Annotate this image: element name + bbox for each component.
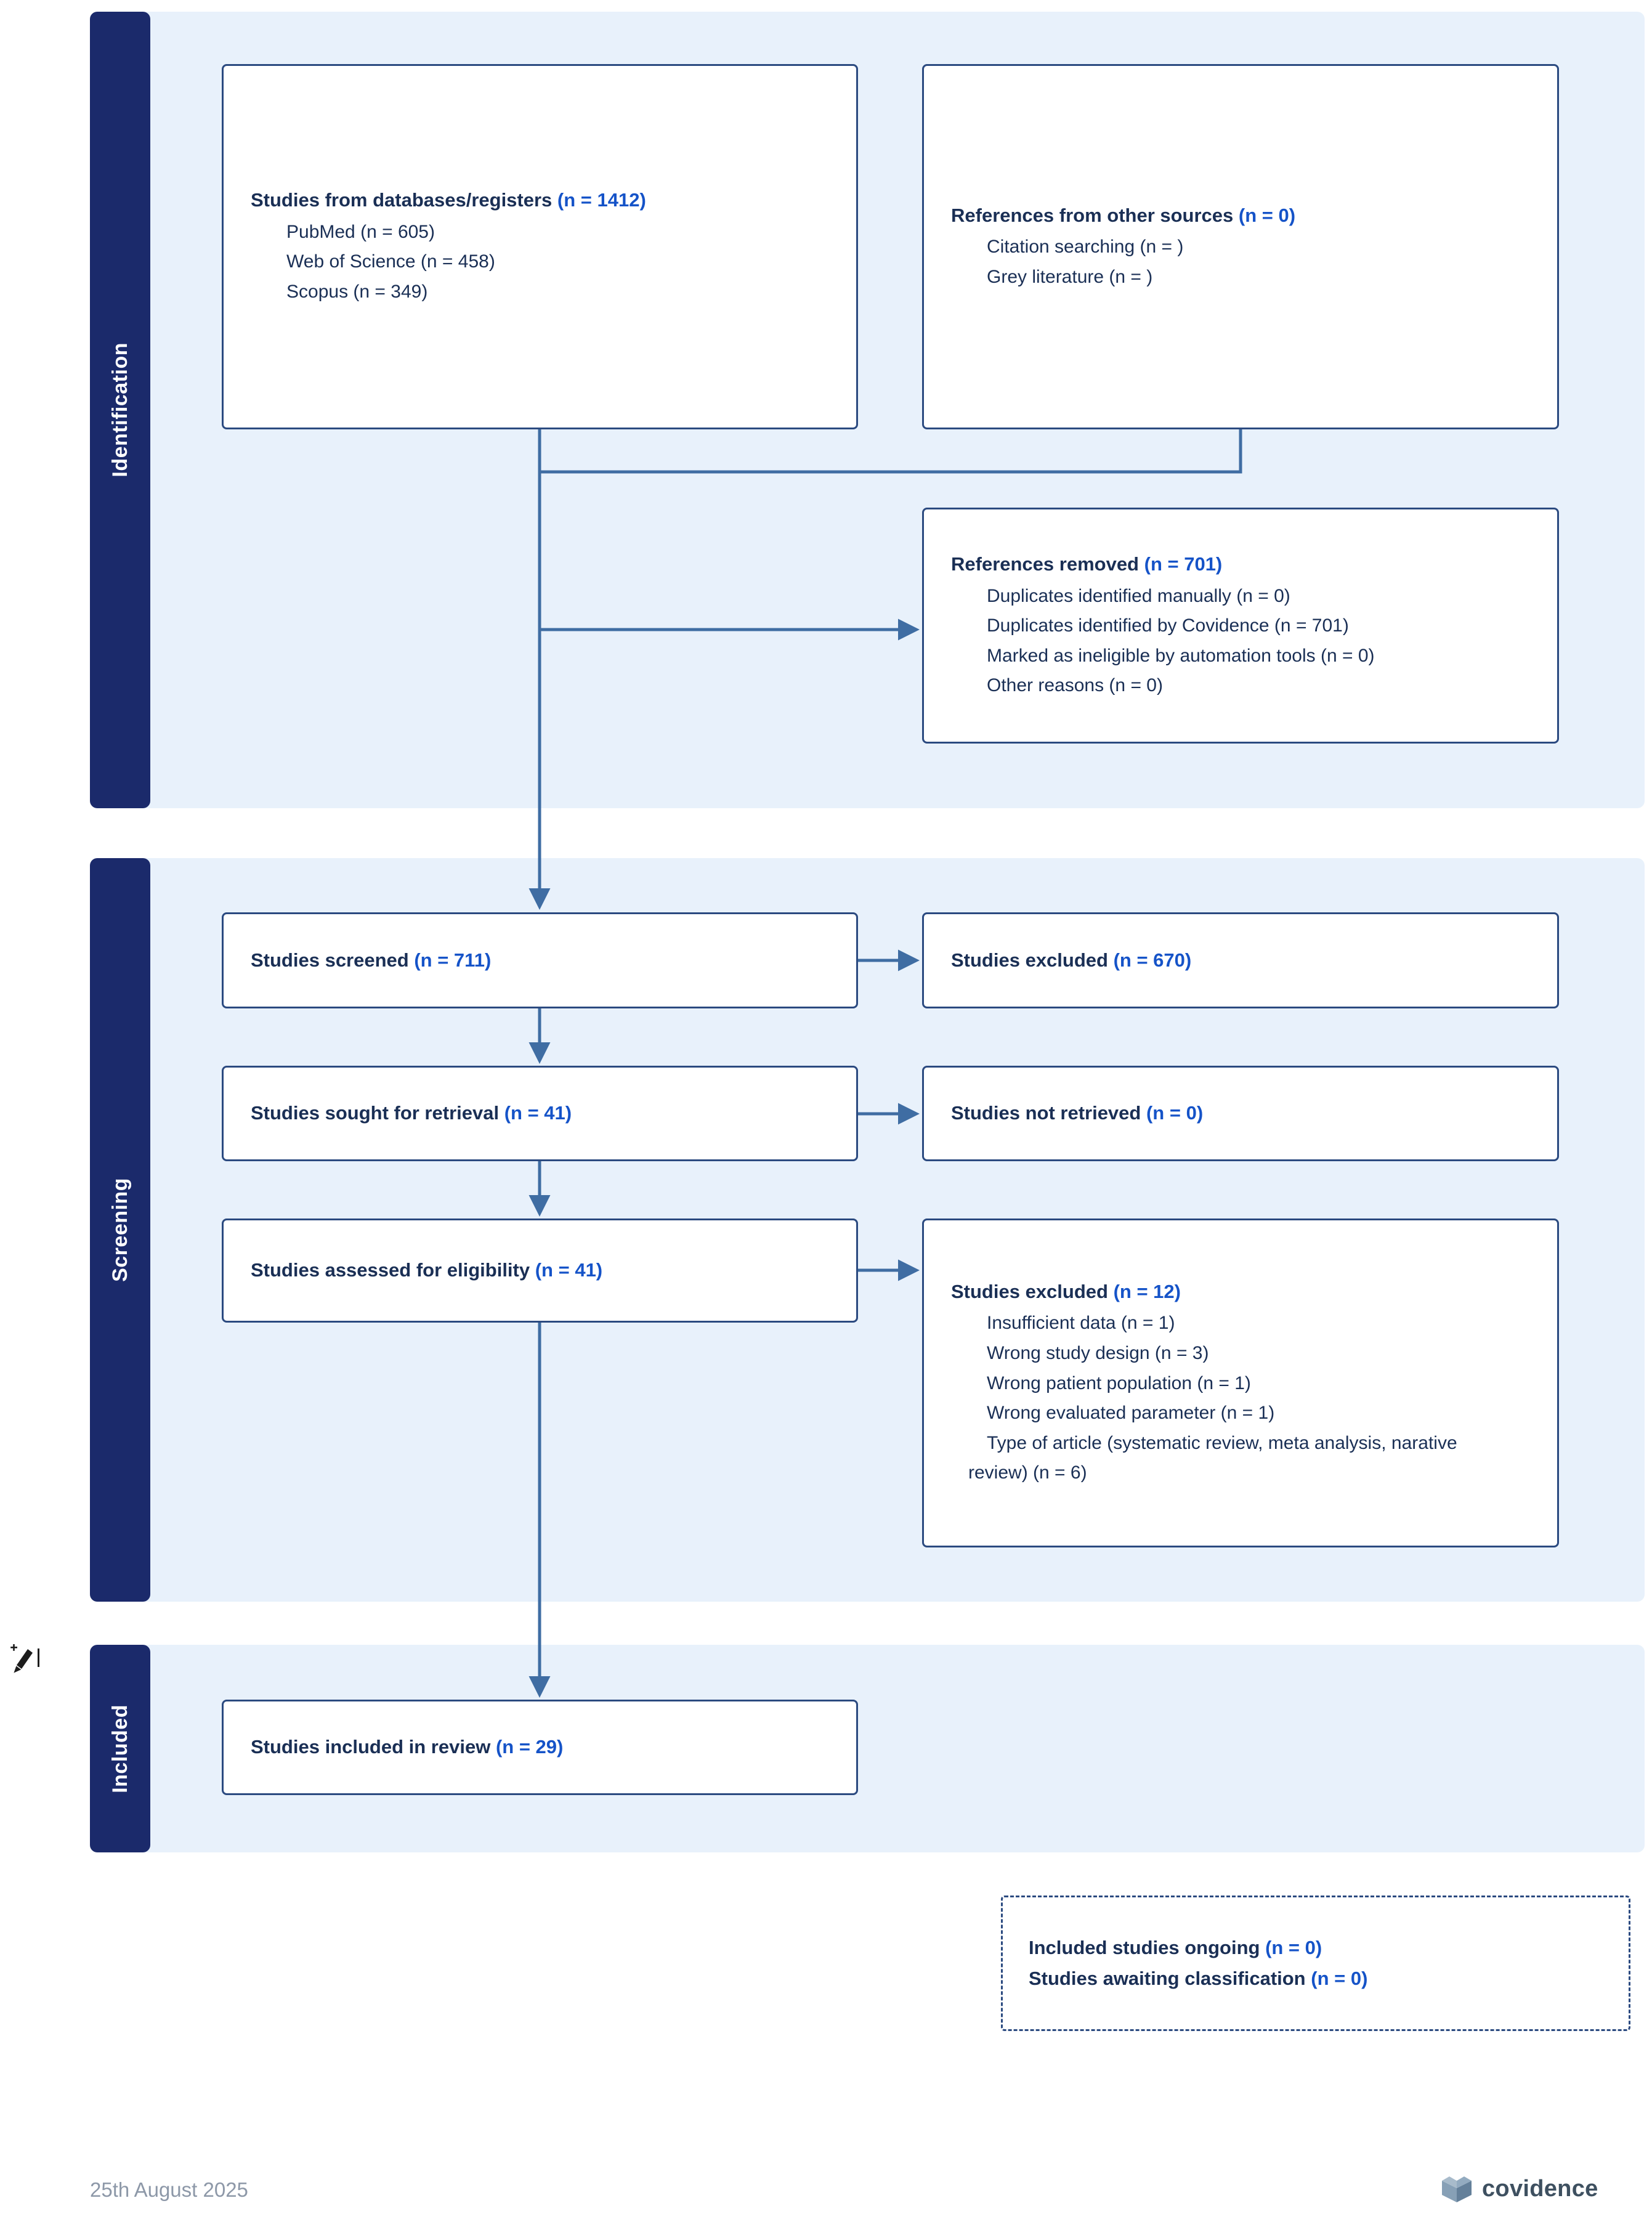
box-title [251, 186, 838, 215]
box-items [951, 1308, 1514, 1488]
covidence-logo [1440, 2173, 1598, 2204]
box-item: Type of article (systematic review, meta analysis, narative review) (n = 6) [968, 1432, 1457, 1483]
box-items [251, 217, 838, 307]
box-item: Marked as ineligible by automation tools (n = 0) [987, 645, 1375, 666]
box-title-text: Studies awaiting classification [1029, 1968, 1306, 1989]
box-count: (n = 670) [1113, 949, 1192, 971]
box-title-text: References removed [951, 553, 1139, 575]
box-title [951, 1099, 1539, 1128]
box-excluded-screening [922, 912, 1559, 1008]
box-title [951, 946, 1539, 975]
box-count: (n = 41) [535, 1259, 603, 1281]
box-count: (n = 41) [504, 1102, 572, 1124]
box-databases [222, 64, 858, 429]
edit-pencil-icon[interactable] [10, 1644, 42, 1685]
report-date: 25th August 2025 [90, 2178, 248, 2201]
box-item: Wrong evaluated parameter (n = 1) [987, 1403, 1275, 1424]
box-title-text: Studies included in review [251, 1736, 491, 1758]
box-title-text: Studies excluded [951, 949, 1108, 971]
box-item: Grey literature (n = ) [987, 266, 1153, 287]
box-screened [222, 912, 858, 1008]
box-item: Web of Science (n = 458) [286, 251, 495, 272]
box-title-text: Studies not retrieved [951, 1102, 1141, 1124]
box-count: (n = 12) [1113, 1280, 1181, 1302]
box-title [251, 1099, 838, 1128]
box-title-text: References from other sources [951, 204, 1234, 226]
connector-other-sources [540, 429, 1241, 472]
box-item: Citation searching (n = ) [987, 237, 1184, 257]
phase-label-included: Included [108, 1704, 132, 1793]
box-item: Duplicates identified by Covidence (n = 701) [987, 615, 1349, 636]
phase-label-identification: Identification [108, 343, 132, 477]
covidence-logo-icon [1440, 2173, 1473, 2204]
box-title [951, 550, 1539, 579]
phase-label-screening: Screening [108, 1178, 132, 1282]
box-title-text: Studies assessed for eligibility [251, 1259, 530, 1281]
box-title-text: Studies from databases/registers [251, 189, 553, 211]
box-count: (n = 701) [1144, 553, 1223, 575]
box-ongoing-classification [1001, 1896, 1630, 2031]
ongoing-line [1029, 1932, 1610, 1963]
box-not-retrieved [922, 1066, 1559, 1161]
box-assessed [222, 1219, 858, 1323]
box-sought-retrieval [222, 1066, 858, 1161]
covidence-wordmark: covidence [1482, 2175, 1598, 2202]
box-item: Duplicates identified manually (n = 0) [987, 585, 1290, 606]
box-item: Wrong study design (n = 3) [987, 1343, 1209, 1364]
box-title [251, 1733, 838, 1762]
box-count: (n = 0) [1146, 1102, 1204, 1124]
box-item: Other reasons (n = 0) [987, 675, 1163, 696]
box-references-removed [922, 508, 1559, 744]
box-item: Insufficient data (n = 1) [987, 1313, 1175, 1334]
box-title [951, 1278, 1514, 1307]
box-title-text: Included studies ongoing [1029, 1937, 1260, 1959]
box-title-text: Studies sought for retrieval [251, 1102, 500, 1124]
box-included-review [222, 1700, 858, 1795]
box-title [251, 1256, 838, 1285]
box-count: (n = 0) [1265, 1937, 1322, 1959]
box-item: Scopus (n = 349) [286, 282, 428, 302]
box-count: (n = 0) [1238, 204, 1296, 226]
box-items [951, 232, 1539, 292]
box-count: (n = 711) [414, 949, 492, 971]
box-title [251, 946, 838, 975]
box-items [951, 582, 1539, 701]
box-excluded-eligibility [922, 1219, 1559, 1547]
box-count: (n = 1412) [557, 189, 646, 211]
box-count: (n = 0) [1311, 1968, 1368, 1989]
box-count: (n = 29) [495, 1736, 564, 1758]
ongoing-line [1029, 1963, 1610, 1994]
box-title-text: Studies excluded [951, 1280, 1108, 1302]
box-title-text: Studies screened [251, 949, 409, 971]
box-other-sources [922, 64, 1559, 429]
box-item: Wrong patient population (n = 1) [987, 1373, 1251, 1393]
box-item: PubMed (n = 605) [286, 221, 435, 242]
box-title [951, 201, 1539, 230]
